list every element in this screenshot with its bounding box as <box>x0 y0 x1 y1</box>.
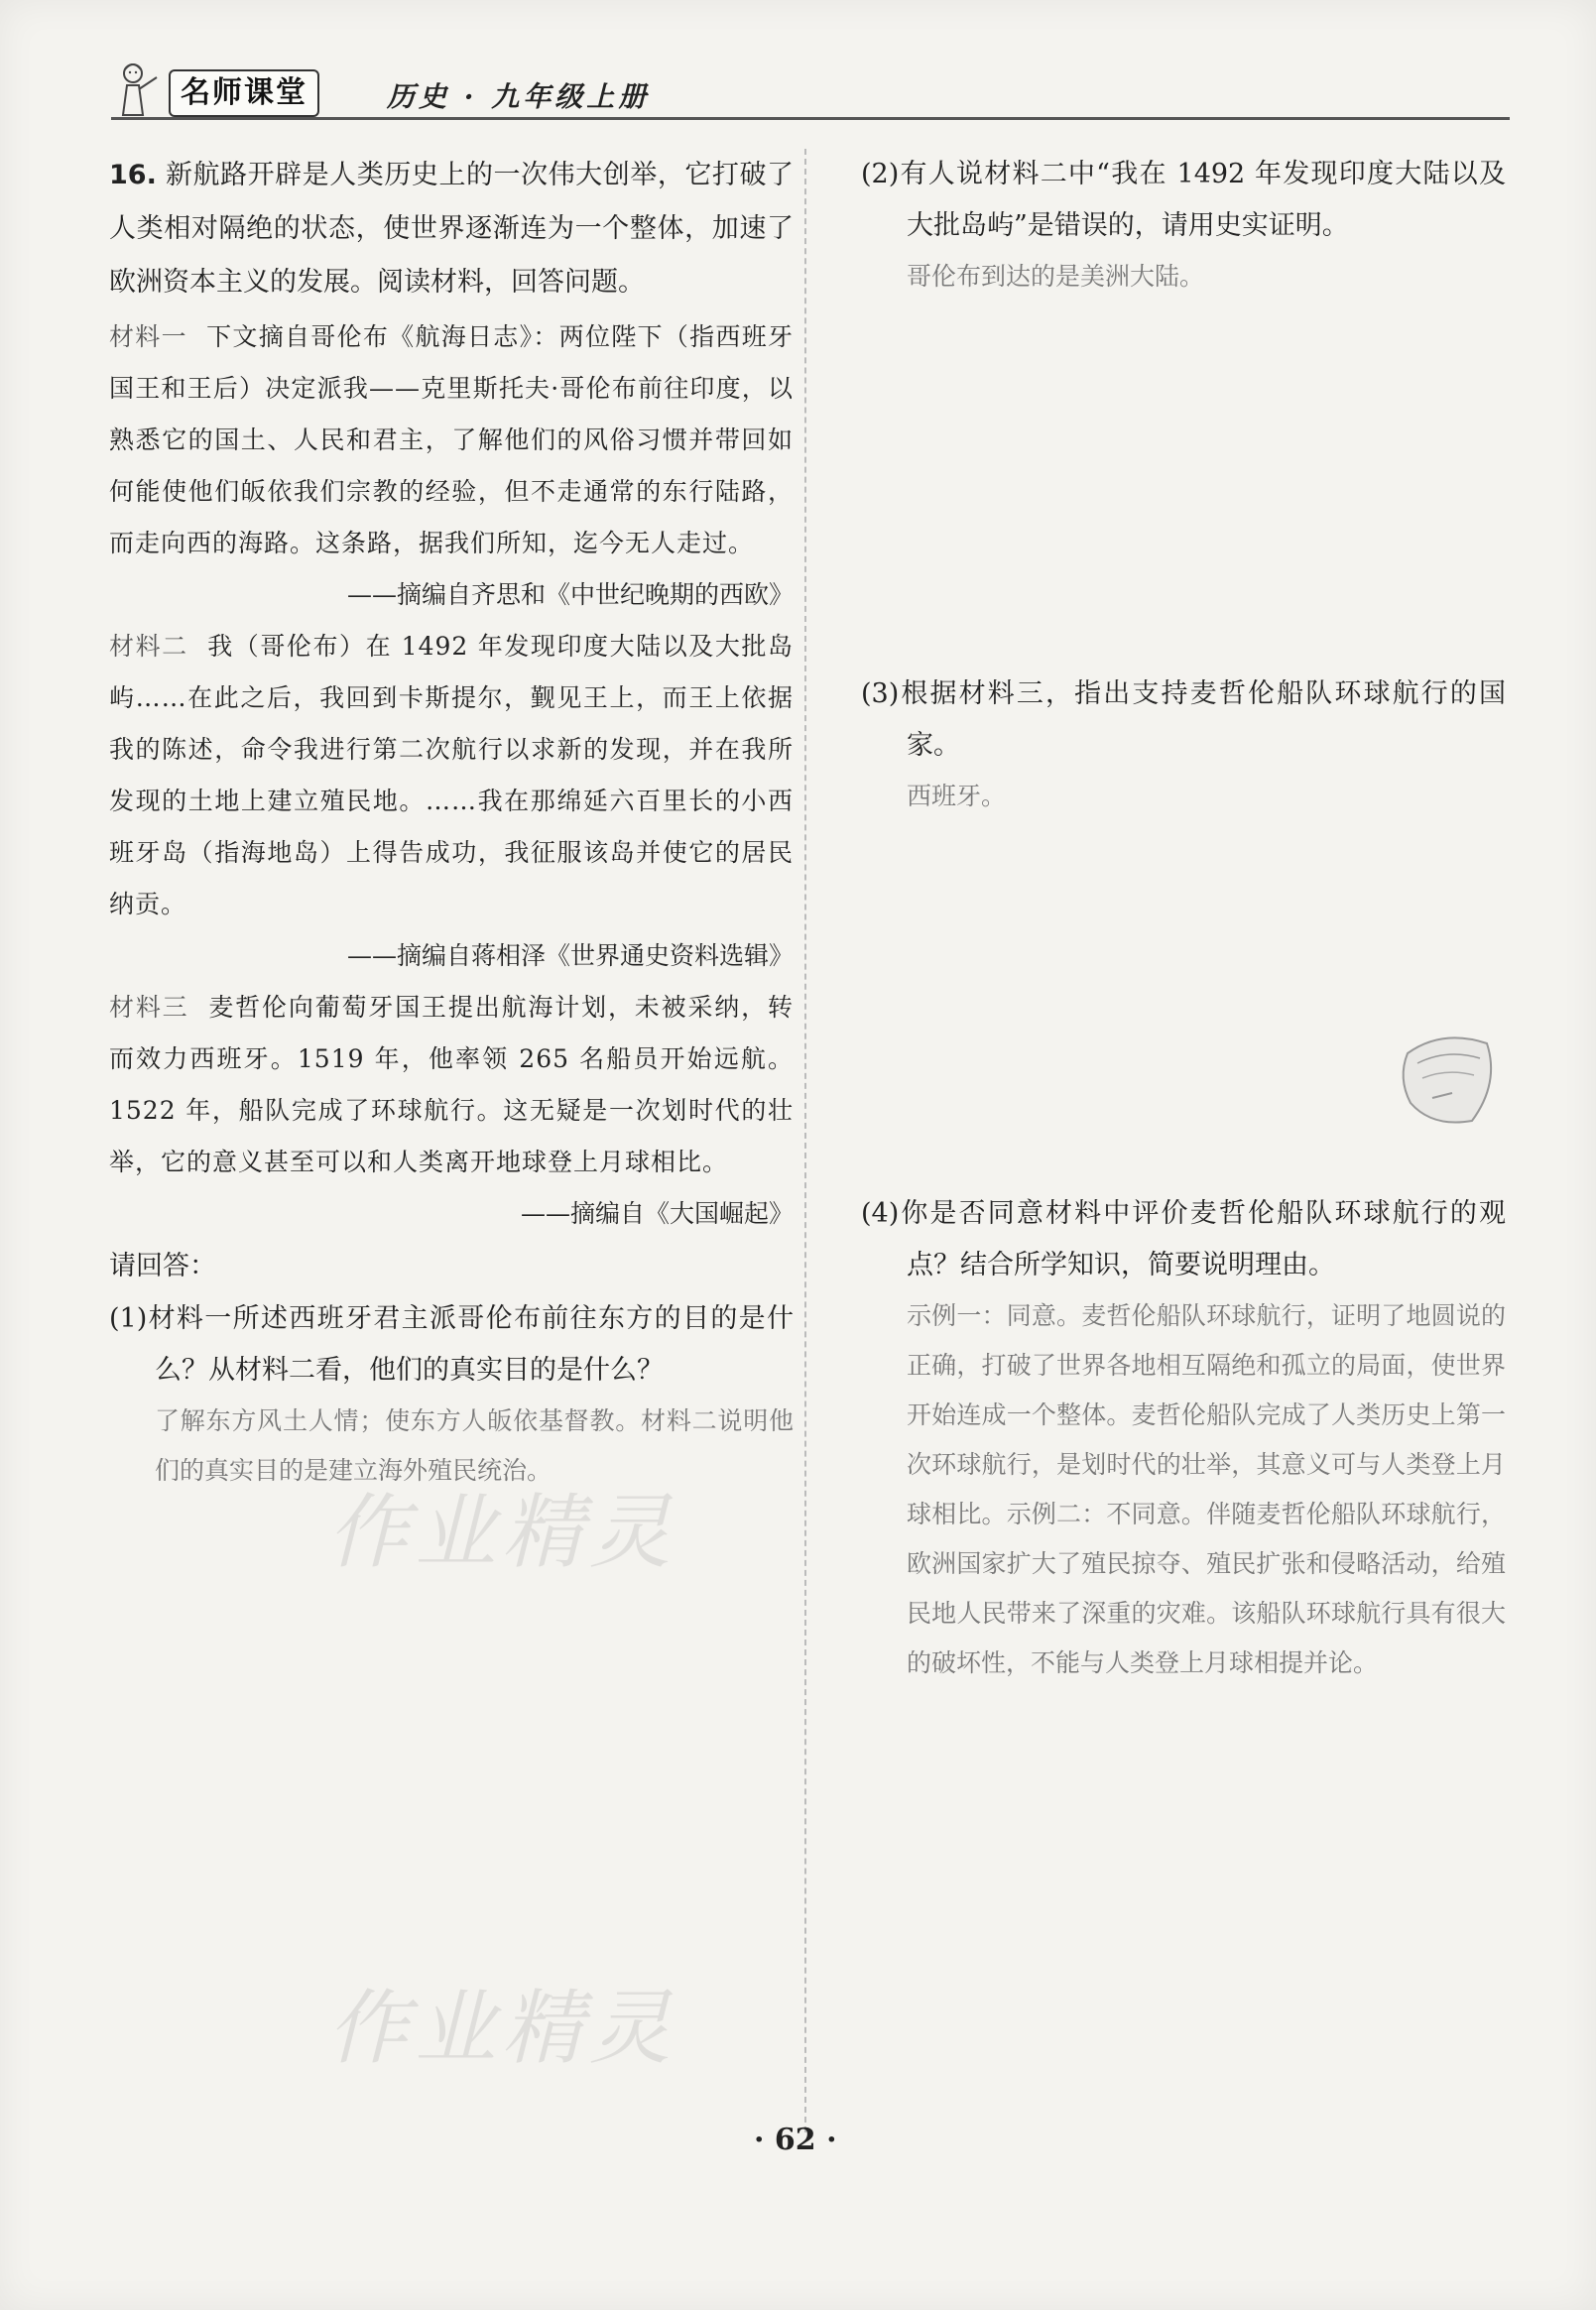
material-2-source: ——摘编自蒋相泽《世界通史资料选辑》 <box>346 941 794 970</box>
page-number: · 62 · <box>754 2123 837 2157</box>
material-3-text: 麦哲伦向葡萄牙国王提出航海计划，未被采纳，转而效力西班牙。1519 年，他率领 265 名船员开始远航。1522 年，船队完成了环球航行。这无疑是一次划时代的壮举，它的意义甚至可以和人类离开地球登上月球相比。 <box>109 993 794 1176</box>
sub-question-3: (3)根据材料三，指出支持麦哲伦船队环球航行的国家。 <box>861 678 1506 761</box>
answer-1: 了解东方风土人情；使东方人皈依基督教。材料二说明他们的真实目的是建立海外殖民统治。 <box>155 1406 794 1485</box>
question-intro-text: 新航路开辟是人类历史上的一次伟大创举，它打破了人类相对隔绝的状态，使世界逐渐连为一个整体，加速了欧洲资本主义的发展。阅读材料，回答问题。 <box>109 160 794 298</box>
book-title: 历史 · 九年级上册 <box>387 80 651 113</box>
left-column <box>109 149 794 1496</box>
header-rule <box>111 117 1510 120</box>
answer-3: 西班牙。 <box>907 782 1007 810</box>
watermark-2: 作业精灵 <box>327 1982 676 2076</box>
question-number: 16. <box>109 160 157 190</box>
answer-space-2 <box>861 302 1506 669</box>
right-column <box>861 149 1506 1688</box>
answer-2: 哥伦布到达的是美洲大陆。 <box>907 262 1205 291</box>
material-2-text: 我（哥伦布）在 1492 年发现印度大陆以及大批岛屿……在此之后，我回到卡斯提尔，觐见王上，而王上依据我的陈述，命令我进行第二次航行以求新的发现，并在我所发现的土地上建立殖民地。……我在那绵延六百里长的小西班牙岛（指海地岛）上得告成功，我征服该岛并使它的居民纳贡。 <box>109 632 794 918</box>
material-1-source: ——摘编自齐思和《中世纪晚期的西欧》 <box>346 580 794 609</box>
material-1-text: 下文摘自哥伦布《航海日志》：两位陛下（指西班牙国王和王后）决定派我——克里斯托夫·哥伦布前往印度，以熟悉它的国土、人民和君主，了解他们的风俗习惯并带回如何能使他们皈依我们宗教的经验，但不走通常的东行陆路，而走向西的海路。这条路，据我们所知，迄今无人走过。 <box>109 322 794 557</box>
answer-4: 示例一：同意。麦哲伦船队环球航行，证明了地圆说的正确，打破了世界各地相互隔绝和孤立的局面，使世界开始连成一个整体。麦哲伦船队完成了人类历史上第一次环球航行，是划时代的壮举，其意义可与人类登上月球相比。示例二：不同意。伴随麦哲伦船队环球航行，欧洲国家扩大了殖民掠夺、殖民扩张和侵略活动，给殖民地人民带来了深重的灾难。该船队环球航行具有很大的破坏性，不能与人类登上月球相提并论。 <box>907 1301 1506 1677</box>
material-1 <box>109 311 794 569</box>
answer-space-3 <box>861 821 1506 1188</box>
material-1-label: 材料一 <box>109 322 187 351</box>
material-3-label: 材料三 <box>109 993 189 1022</box>
homework-stamp-icon <box>1393 1024 1502 1133</box>
material-2 <box>109 621 794 930</box>
sub-question-4: (4)你是否同意材料中评价麦哲伦船队环球航行的观点？结合所学知识，简要说明理由。 <box>861 1198 1506 1280</box>
sub-question-2: (2)有人说材料二中“我在 1492 年发现印度大陆以及大批岛屿”是错误的，请用史实证明。 <box>861 159 1506 241</box>
sub-question-1: (1)材料一所述西班牙君主派哥伦布前往东方的目的是什么？从材料二看，他们的真实目的是什么？ <box>109 1303 794 1386</box>
teacher-mascot-icon <box>107 60 167 117</box>
brand-logo: 名师课堂 <box>169 69 319 117</box>
material-3 <box>109 982 794 1188</box>
column-divider <box>804 149 806 2132</box>
prompt-label: 请回答： <box>109 1251 216 1281</box>
material-2-label: 材料二 <box>109 632 188 661</box>
question-intro <box>109 149 794 309</box>
watermark-1: 作业精灵 <box>327 1486 676 1580</box>
page-header <box>107 60 1516 119</box>
material-3-source: ——摘编自《大国崛起》 <box>520 1199 794 1228</box>
